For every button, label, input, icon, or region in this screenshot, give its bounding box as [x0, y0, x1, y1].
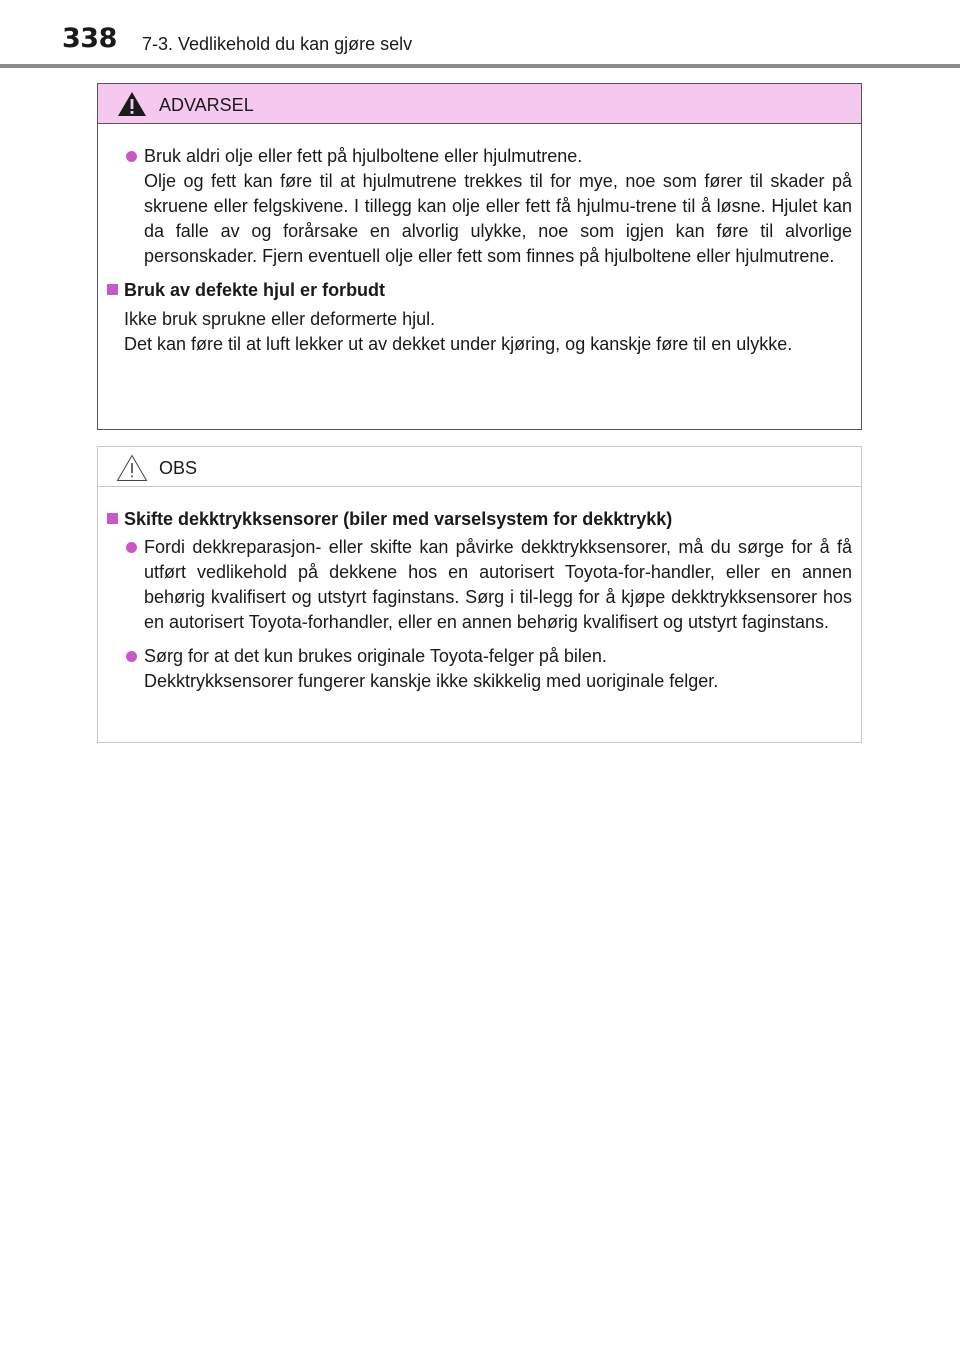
section-heading	[98, 278, 852, 357]
list-item	[98, 535, 852, 635]
bullet-circle-icon	[126, 151, 137, 162]
item-head: Bruk aldri olje eller fett på hjulboltene eller hjulmutrene.	[144, 146, 583, 166]
notice-box-body	[98, 487, 861, 694]
list-item	[98, 644, 852, 694]
page-header	[0, 0, 960, 70]
warning-box-title: ADVARSEL	[159, 95, 254, 115]
section-heading	[98, 507, 852, 532]
item-body: Olje og fett kan føre til at hjulmutrene trekkes til for mye, noe som fører til skader på skruene eller felgskivene. I tillegg kan olje eller fett få hjulmu-trene til å løsne. Hjulet kan da falle av og forårsake en alvorlig ulykke, noe som igjen kan føre til alvorlige personskader. Fjern eventuell olje eller fett som finnes på hjulboltene eller hjulmutrene.	[144, 171, 852, 266]
notice-box-title: OBS	[159, 458, 198, 478]
bullet-square-icon	[107, 284, 118, 295]
section-line: Ikke bruk sprukne eller deformerte hjul.	[124, 309, 436, 329]
section-heading-text: Bruk av defekte hjul er forbudt	[124, 280, 386, 300]
warning-box-body	[98, 124, 861, 357]
warning-triangle-outline-icon	[116, 453, 148, 483]
warning-triangle-filled-icon	[116, 90, 148, 118]
list-item	[98, 144, 852, 269]
warning-box	[97, 83, 862, 430]
page-number: 338	[62, 23, 117, 54]
bullet-square-icon	[107, 513, 118, 524]
section-heading-text: Skifte dekktrykksensorer (biler med varselsystem for dekktrykk)	[124, 509, 673, 529]
header-rule	[0, 64, 960, 68]
item-line: Dekktrykksensorer fungerer kanskje ikke skikkelig med uoriginale felger.	[144, 671, 719, 691]
item-body: Fordi dekkreparasjon- eller skifte kan påvirke dekktrykksensorer, må du sørge for å få utført vedlikehold på dekkene hos en autorisert Toyota-for-handler, eller en annen behørig kvalifisert og utstyrt faginstans. Sørg i til-legg for å kjøpe dekktrykksensorer hos en autorisert Toyota-forhandler, eller en annen behørig kvalifisert og utstyrt faginstans.	[144, 537, 852, 632]
item-line: Sørg for at det kun brukes originale Toyota-felger på bilen.	[144, 646, 607, 666]
section-title: 7-3. Vedlikehold du kan gjøre selv	[142, 34, 413, 54]
notice-box	[97, 446, 862, 743]
bullet-circle-icon	[126, 542, 137, 553]
notice-box-header	[98, 447, 861, 487]
section-line: Det kan føre til at luft lekker ut av dekket under kjøring, og kanskje føre til en ulykke.	[124, 334, 793, 354]
warning-box-header	[98, 84, 861, 124]
bullet-circle-icon	[126, 651, 137, 662]
